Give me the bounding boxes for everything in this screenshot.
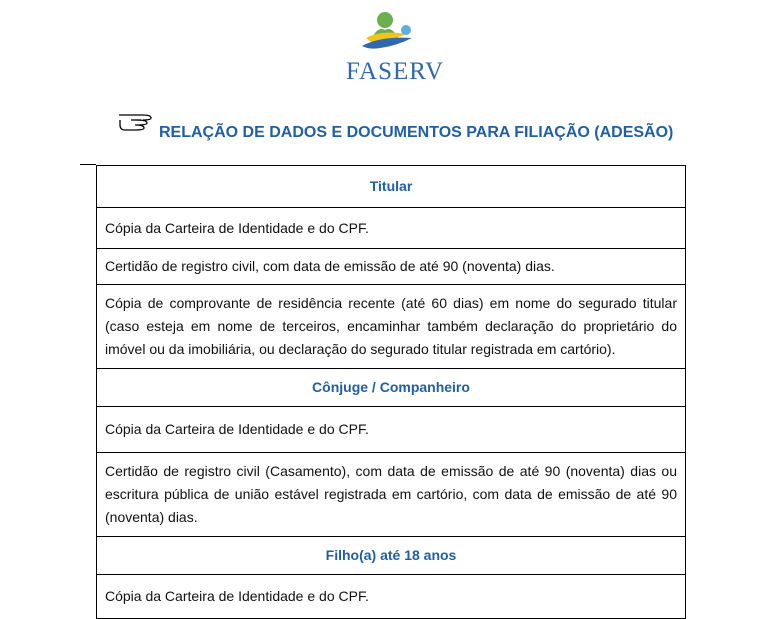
page-title: RELAÇÃO DE DADOS E DOCUMENTOS PARA FILIAÇÃO (ADESÃO) [159,124,674,141]
list-item: Cópia da Carteira de Identidade e do CPF. [97,575,686,619]
divider [80,164,96,165]
list-item: Cópia da Carteira de Identidade e do CPF. [97,208,686,249]
list-item: Cópia da Carteira de Identidade e do CPF. [97,407,686,453]
logo-text: FASERV [346,58,445,85]
faserv-emblem-icon [350,8,420,58]
faserv-logo [340,8,450,85]
section-title-titular: Titular [97,166,686,208]
list-item: Certidão de registro civil (Casamento), com data de emissão de até 90 (noventa) dias ou escritura pública de união estável registrada em cartório, com data de emissão de até 90 (noventa) dias. [97,453,686,537]
list-item: Cópia de comprovante de residência recente (até 60 dias) em nome do segurado titular (caso esteja em nome de terceiros, encaminhar também declaração do proprietário do imóvel ou da imobiliária, ou declaração do segurado titular registrada em cartório). [97,285,686,369]
section-title-conjuge: Cônjuge / Companheiro [97,369,686,407]
documents-table [96,165,686,619]
list-item: Certidão de registro civil, com data de emissão de até 90 (noventa) dias. [97,249,686,285]
pointing-hand-icon [117,107,157,135]
section-title-filho: Filho(a) até 18 anos [97,537,686,575]
